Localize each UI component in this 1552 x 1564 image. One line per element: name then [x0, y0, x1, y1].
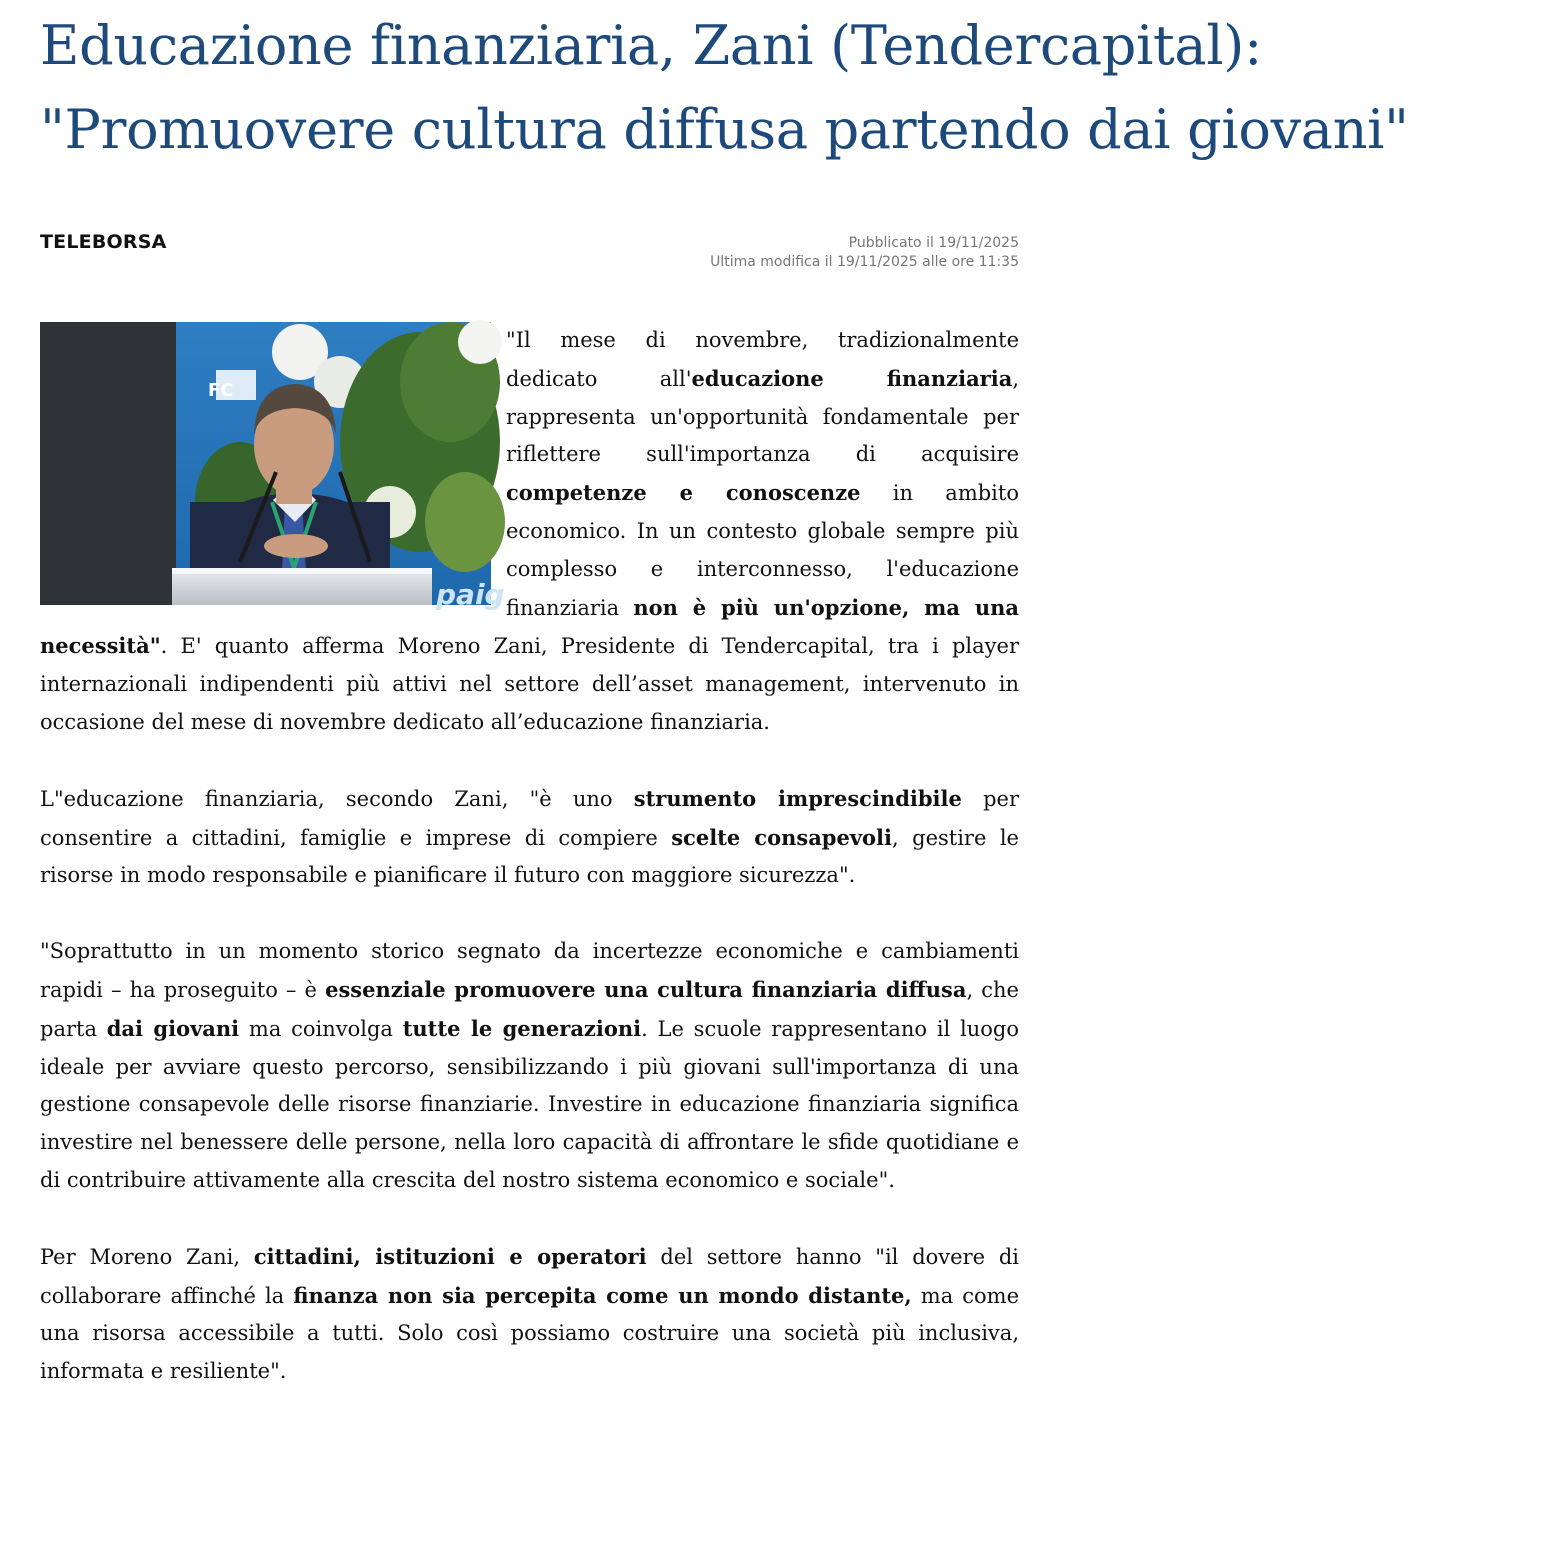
p2-bold-1: strumento imprescindibile: [633, 785, 962, 811]
p3-text-3: ma coinvolga: [239, 1016, 403, 1041]
p4-bold-1: cittadini, istituzioni e operatori: [253, 1243, 647, 1269]
p4-text-3: ma come una risorsa accessibile a tutti. Solo così possiamo costruire una società più inclusiva, informata e resiliente".: [40, 1283, 1020, 1384]
paragraph-2: [40, 780, 1019, 895]
publication-dates: [560, 234, 1019, 272]
article-title-line-2: "Promuovere cultura diffusa partendo dai giovani": [40, 98, 1409, 161]
p4-text-2: del settore hanno "il dovere di collaborare affinché la: [40, 1244, 1019, 1308]
paragraph-4: [40, 1238, 1019, 1391]
svg-text:FC: FC: [208, 380, 234, 401]
p4-bold-2: finanza non sia percepita come un mondo distante,: [293, 1282, 912, 1308]
p3-bold-2: dai giovani: [106, 1015, 240, 1041]
source-label: TELEBORSA: [40, 231, 167, 253]
article-title: [40, 4, 1530, 172]
p1-bold-1: educazione finanziaria: [691, 365, 1013, 391]
p2-text-2: per consentire a cittadini, famiglie e imprese di compiere: [40, 786, 1019, 850]
speaker-at-podium-photo: [40, 322, 505, 611]
p3-text-2: , che parta: [40, 977, 1019, 1041]
p1-text-3: in ambito economico. In un contesto globale sempre più complesso e interconnesso, l'educazione finanziaria: [506, 481, 1019, 620]
p2-bold-2: scelte consapevoli: [671, 824, 893, 850]
p1-bold-2: competenze e conoscenze: [506, 480, 861, 506]
paragraph-3: [40, 933, 1019, 1200]
p4-text-1: Per Moreno Zani,: [40, 1244, 254, 1269]
published-date: Pubblicato il 19/11/2025: [848, 235, 1019, 251]
p2-text-1: L"educazione finanziaria, secondo Zani, "è uno: [40, 786, 634, 811]
p3-text-1: "Soprattutto in un momento storico segnato da incertezze economiche e cambiamenti rapidi – ha proseguito – è: [40, 939, 1019, 1002]
svg-text:paig: paig: [436, 578, 505, 611]
p1-text-2: , rappresenta un'opportunità fondamentale per riflettere sull'importanza di acquisire: [506, 366, 1020, 467]
p1-bold-3: non è più un'opzione, ma una necessità": [40, 594, 1020, 659]
p1-text-1: "Il mese di novembre, tradizionalmente dedicato all': [506, 328, 1019, 391]
article-body: [40, 322, 1019, 1429]
p1-text-4: . E' quanto afferma Moreno Zani, Presidente di Tendercapital, tra i player internazionali indipendenti più attivi nel settore dell’asset management, intervenuto in occasione del mese di novembre dedicato all’educazione finanziaria.: [40, 634, 1019, 734]
p3-bold-3: tutte le generazioni: [402, 1015, 642, 1041]
p3-bold-1: essenziale promuovere una cultura finanziaria diffusa: [325, 976, 967, 1002]
modified-date: Ultima modifica il 19/11/2025 alle ore 11:35: [710, 254, 1019, 270]
p2-text-3: , gestire le risorse in modo responsabile e pianificare il futuro con maggiore sicurezza".: [40, 825, 1019, 888]
article-title-line-1: Educazione finanziaria, Zani (Tendercapital):: [40, 14, 1262, 77]
p3-text-4: . Le scuole rappresentano il luogo ideale per avviare questo percorso, sensibilizzando i più giovani sull'importanza di una gestione consapevole delle risorse finanziarie. Investire in educazione finanziaria significa investire nel benessere delle persone, nella loro capacità di affrontare le sfide quotidiane e di contribuire attivamente alla crescita del nostro sistema economico e sociale".: [40, 1016, 1019, 1192]
